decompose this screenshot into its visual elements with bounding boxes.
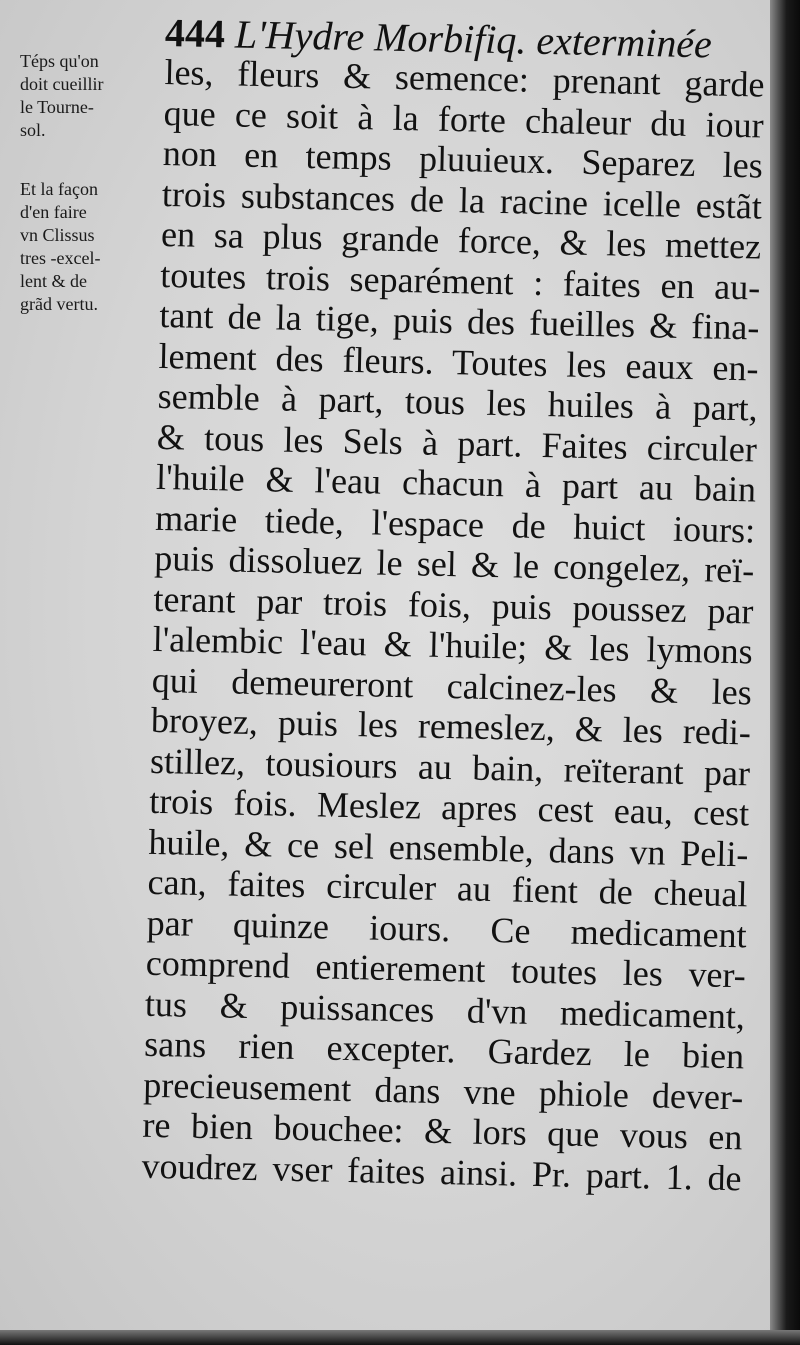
margin-note-line: d'en faire: [20, 202, 87, 222]
text-line: lement des fleurs. Toutes les eaux en-: [158, 335, 759, 388]
text-line: broyez, puis les remeslez, & les redi-: [150, 699, 752, 753]
running-title: L'Hydre Morbifiq. exterminée: [234, 11, 713, 67]
text-line: que ce soit à la forte chaleur du iour: [163, 92, 765, 146]
margin-note-line: doit cueillir: [20, 74, 104, 94]
text-line: l'huile & l'eau chacun à part au bain: [155, 456, 757, 510]
text-line: trois substances de la racine icelle estãt: [161, 173, 763, 227]
text-line: en sa plus grande force, & les mettez: [160, 213, 762, 267]
margin-note-line: grãd vertu.: [20, 294, 98, 314]
text-line: l'alembic l'eau & l'huile; & les lymons: [152, 618, 753, 672]
text-line: voudrez vser faites ainsi. Pr. part. 1. de: [141, 1145, 742, 1198]
text-line: puis dissoluez le sel & le congelez, reï-: [153, 537, 755, 591]
text-line: marie tiede, l'espace de huict iours:: [154, 497, 756, 550]
text-line: comprend entierement toutes les ver-: [145, 942, 747, 996]
text-line: qui demeureront calcinez-les & les: [151, 659, 753, 712]
text-line: can, faites circuler au fient de cheual: [147, 861, 748, 915]
text-line: sans rien excepter. Gardez le bien: [143, 1023, 745, 1077]
margin-note-line: le Tourne-: [20, 97, 94, 117]
text-line: stillez, tousiours au bain, reïterant par: [149, 740, 751, 793]
text-line: & tous les Sels à part. Faites circuler: [156, 416, 758, 469]
margin-note-line: lent & de: [20, 271, 87, 291]
text-line: tus & puissances d'vn medicament,: [144, 983, 746, 1036]
text-line: huile, & ce sel ensemble, dans vn Peli-: [148, 821, 749, 874]
text-line: toutes trois separément : faites en au-: [159, 254, 761, 308]
margin-note-line: Téps qu'on: [20, 51, 99, 71]
page-bottom-shadow: [0, 1330, 800, 1345]
text-line: semble à part, tous les huiles à part,: [157, 375, 759, 429]
text-line: precieusement dans vne phiole dever-: [142, 1064, 744, 1117]
margin-note-harvest-time: [20, 50, 160, 142]
text-line: trois fois. Meslez apres cest eau, cest: [148, 780, 750, 834]
text-line: non en temps pluuieux. Separez les: [162, 132, 764, 186]
margin-note-line: vn Clissus: [20, 225, 95, 245]
margin-note-line: tres -excel-: [20, 248, 101, 268]
margin-note-line: sol.: [20, 120, 46, 140]
margin-note-line: Et la façon: [20, 179, 98, 199]
text-line: par quinze iours. Ce medicament: [146, 902, 748, 955]
text-line: les, fleurs & semence: prenant garde: [164, 52, 765, 105]
page-number: 444: [164, 10, 226, 57]
text-line: tant de la tige, puis des fueilles & fina-: [159, 294, 760, 348]
margin-note-clissus: [20, 178, 160, 316]
text-line: re bien bouchee: & lors que vous en: [142, 1104, 743, 1158]
body-text: [141, 52, 765, 1198]
text-line: terant par trois fois, puis poussez par: [153, 578, 754, 631]
page-edge-shadow: [770, 0, 800, 1345]
